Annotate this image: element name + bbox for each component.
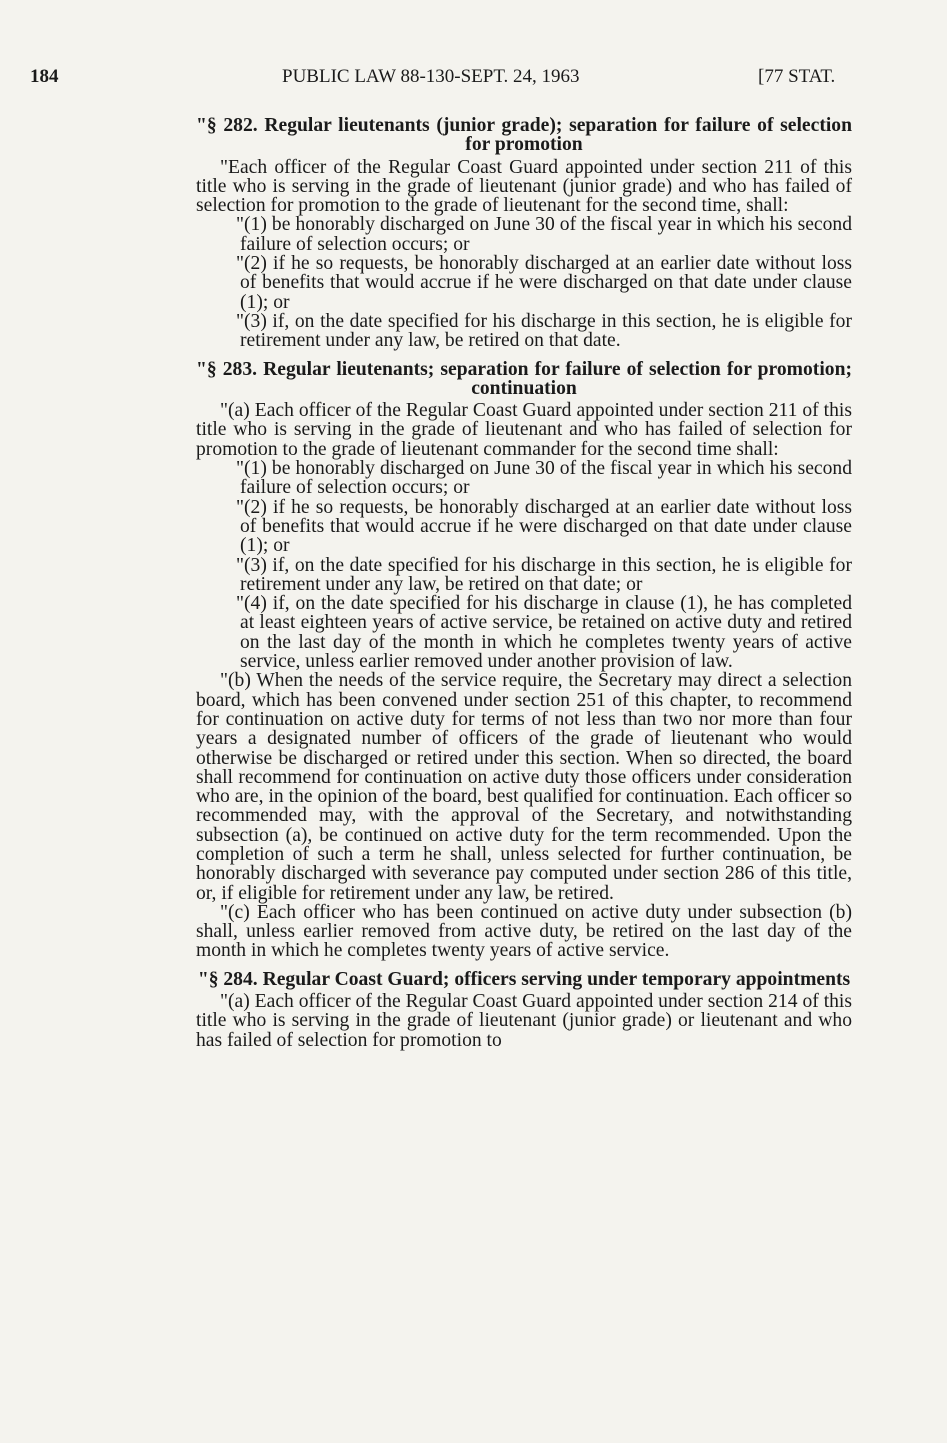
- paragraph: "Each officer of the Regular Coast Guard appointed under section 211 of this title who is serving in the grade of lieutenant (junior grade) and who has failed of selection for promotion to the grade of lieutenant for the second time, shall:: [196, 156, 852, 217]
- clause: "(4) if, on the date specified for his discharge in clause (1), he has completed at least eighteen years of active service, be retained on active duty and retired on the last day of the month in which he completes twenty years of active service, unless earlier removed under another provision of law.: [236, 593, 852, 673]
- paragraph: "(a) Each officer of the Regular Coast Guard appointed under section 211 of this title who is serving in the grade of lieutenant and who has failed of selection for promotion to the grade of lieutenant commander for the second time shall:: [196, 400, 852, 460]
- clause: "(2) if he so requests, be honorably discharged at an earlier date without loss of benefits that would accrue if he were discharged on that date under clause (1); or: [236, 253, 852, 313]
- section-heading-284: "§ 284. Regular Coast Guard; officers serving under temporary appointments: [197, 968, 851, 990]
- clause: "(3) if, on the date specified for his discharge in this section, he is eligible for retirement under any law, be retired on that date; or: [236, 554, 852, 595]
- clause: "(2) if he so requests, be honorably discharged at an earlier date without loss of benefits that would accrue if he were discharged on that date under clause (1); or: [236, 496, 852, 557]
- section-heading-282: "§ 282. Regular lieutenants (junior grade); separation for failure of selection for promotion: [196, 115, 852, 156]
- clause: "(1) be honorably discharged on June 30 of the fiscal year in which his second failure of selection occurs; or: [236, 458, 852, 499]
- paragraph: "(b) When the needs of the service require, the Secretary may direct a selection board, which has been convened under section 251 of this chapter, to recommend for continuation on active duty for terms of not less than two nor more than four years a designated number of officers of the grade of lieutenant who would otherwise be discharged or retired under this section. When so directed, the board shall recommend for continuation on active duty those officers under consideration who are, in the opinion of the board, best qualified for continuation. Each officer so recommended may, with the approval of the Secretary, and notwithstanding subsection (a), be continued on active duty for the term recommended. Upon the completion of such a term he shall, unless selected for further continuation, be honorably discharged with severance pay computed under section 286 of this title, or, if eligible for retirement under any law, be retired.: [196, 670, 852, 904]
- paragraph: "(c) Each officer who has been continued on active duty under subsection (b) shall, unless earlier removed from active duty, be retired on the last day of the month in which he completes twenty years of active service.: [196, 901, 852, 962]
- page-body: [196, 116, 852, 1050]
- running-title: PUBLIC LAW 88-130-SEPT. 24, 1963: [282, 66, 580, 87]
- clause: "(1) be honorably discharged on June 30 of the fiscal year in which his second failure of selection occurs; or: [236, 214, 852, 255]
- clause: "(3) if, on the date specified for his discharge in this section, he is eligible for retirement under any law, be retired on that date.: [236, 310, 852, 352]
- paragraph: "(a) Each officer of the Regular Coast Guard appointed under section 214 of this title who is serving in the grade of lieutenant (junior grade) or lieutenant and who has failed of selection for promotion to: [196, 991, 852, 1051]
- section-heading-283: "§ 283. Regular lieutenants; separation for failure of selection for promotion; continuation: [196, 358, 852, 399]
- volume-reference: [77 STAT.: [758, 66, 836, 87]
- page-number: 184: [30, 66, 59, 87]
